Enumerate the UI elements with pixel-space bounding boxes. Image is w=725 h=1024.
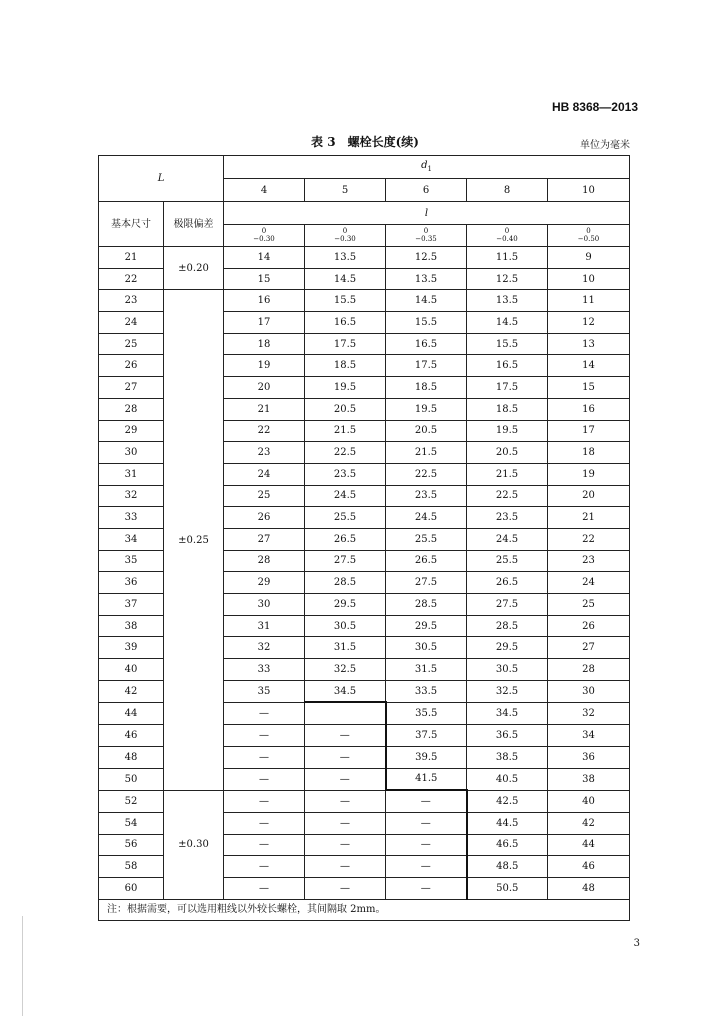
length-cell: 46 bbox=[548, 856, 630, 878]
length-cell: 25.5 bbox=[467, 550, 548, 572]
table-row bbox=[99, 247, 630, 269]
basic-size-cell: 21 bbox=[99, 247, 164, 269]
length-cell: 30.5 bbox=[467, 659, 548, 681]
length-cell: 27.5 bbox=[386, 572, 467, 594]
length-cell: — bbox=[224, 877, 305, 899]
length-cell: 27.5 bbox=[305, 550, 386, 572]
length-cell: 48 bbox=[548, 877, 630, 899]
d1-value: 6 bbox=[386, 179, 467, 202]
basic-size-cell: 52 bbox=[99, 790, 164, 812]
length-cell: 29.5 bbox=[467, 637, 548, 659]
length-cell: 40 bbox=[548, 790, 630, 812]
length-cell: 25 bbox=[548, 594, 630, 616]
tolerance-cell: ±0.30 bbox=[164, 790, 224, 899]
L-header: L bbox=[99, 156, 224, 202]
length-cell: 36 bbox=[548, 746, 630, 768]
length-cell: 48.5 bbox=[467, 856, 548, 878]
length-cell: 29.5 bbox=[305, 594, 386, 616]
length-cell: 29.5 bbox=[386, 615, 467, 637]
basic-size-header: 基本尺寸 bbox=[99, 202, 164, 247]
length-cell: 15 bbox=[548, 377, 630, 399]
length-cell: 17 bbox=[548, 420, 630, 442]
length-cell: 30.5 bbox=[305, 615, 386, 637]
d1-value: 8 bbox=[467, 179, 548, 202]
basic-size-cell: 36 bbox=[99, 572, 164, 594]
length-cell: 21 bbox=[224, 398, 305, 420]
length-cell: 16 bbox=[224, 290, 305, 312]
table-title: 表 3 螺栓长度(续) bbox=[311, 135, 419, 149]
length-cell: — bbox=[305, 834, 386, 856]
d1-header: $d_1$ bbox=[224, 156, 630, 179]
length-cell: — bbox=[224, 790, 305, 812]
length-cell: 23 bbox=[224, 442, 305, 464]
length-cell: 26.5 bbox=[467, 572, 548, 594]
basic-size-cell: 38 bbox=[99, 615, 164, 637]
length-cell: 37.5 bbox=[386, 725, 467, 747]
standard-code: HB 8368—2013 bbox=[551, 100, 638, 114]
length-cell: 40.5 bbox=[467, 768, 548, 790]
length-cell: 23.5 bbox=[305, 463, 386, 485]
length-cell: 20.5 bbox=[305, 398, 386, 420]
length-cell: 22 bbox=[224, 420, 305, 442]
length-cell: 17 bbox=[224, 312, 305, 334]
l-tolerance: 0 −0.50 bbox=[548, 225, 630, 247]
length-cell: 38.5 bbox=[467, 746, 548, 768]
length-cell: 29 bbox=[224, 572, 305, 594]
length-cell: 15.5 bbox=[305, 290, 386, 312]
basic-size-cell: 29 bbox=[99, 420, 164, 442]
basic-size-cell: 32 bbox=[99, 485, 164, 507]
length-cell: 25.5 bbox=[386, 528, 467, 550]
length-cell: 33.5 bbox=[386, 680, 467, 702]
length-cell: 20 bbox=[548, 485, 630, 507]
d1-value: 10 bbox=[548, 179, 630, 202]
length-cell: 14 bbox=[548, 355, 630, 377]
length-cell: 34.5 bbox=[305, 680, 386, 702]
length-cell: 46.5 bbox=[467, 834, 548, 856]
length-cell: 24.5 bbox=[386, 507, 467, 529]
length-cell: — bbox=[305, 790, 386, 812]
length-cell: — bbox=[305, 746, 386, 768]
length-cell: 13.5 bbox=[386, 268, 467, 290]
d1-value: 4 bbox=[224, 179, 305, 202]
basic-size-cell: 35 bbox=[99, 550, 164, 572]
length-cell: 13.5 bbox=[305, 247, 386, 269]
basic-size-cell: 23 bbox=[99, 290, 164, 312]
length-cell: 20.5 bbox=[386, 420, 467, 442]
length-cell: 19.5 bbox=[305, 377, 386, 399]
length-cell: 11.5 bbox=[467, 247, 548, 269]
length-cell: 16.5 bbox=[467, 355, 548, 377]
l-tolerance: 0 −0.30 bbox=[224, 225, 305, 247]
length-cell: — bbox=[386, 856, 467, 878]
length-cell: 23.5 bbox=[467, 507, 548, 529]
basic-size-cell: 44 bbox=[99, 702, 164, 724]
length-cell: 26 bbox=[548, 615, 630, 637]
length-cell: 26 bbox=[224, 507, 305, 529]
length-cell: 18.5 bbox=[467, 398, 548, 420]
length-cell: 25 bbox=[224, 485, 305, 507]
length-cell: 35 bbox=[224, 680, 305, 702]
length-cell: 16.5 bbox=[305, 312, 386, 334]
length-cell: 32.5 bbox=[305, 659, 386, 681]
basic-size-cell: 24 bbox=[99, 312, 164, 334]
length-cell: 9 bbox=[548, 247, 630, 269]
basic-size-cell: 33 bbox=[99, 507, 164, 529]
length-cell: 24 bbox=[548, 572, 630, 594]
length-cell: 31 bbox=[224, 615, 305, 637]
basic-size-cell: 54 bbox=[99, 812, 164, 834]
length-cell: 21.5 bbox=[386, 442, 467, 464]
basic-size-cell: 46 bbox=[99, 725, 164, 747]
length-cell: 23 bbox=[548, 550, 630, 572]
length-cell: 15.5 bbox=[467, 333, 548, 355]
page-number: 3 bbox=[633, 938, 640, 949]
length-cell: 41.5 bbox=[386, 768, 467, 790]
length-cell: — bbox=[224, 768, 305, 790]
l-tolerance: 0 −0.40 bbox=[467, 225, 548, 247]
table-note: 注：根据需要，可以选用粗线以外较长螺栓，其间隔取 2mm。 bbox=[99, 899, 630, 921]
length-cell: 32 bbox=[224, 637, 305, 659]
length-cell: — bbox=[386, 834, 467, 856]
length-cell: 34.5 bbox=[467, 702, 548, 724]
length-cell: 28.5 bbox=[305, 572, 386, 594]
length-cell: 16.5 bbox=[386, 333, 467, 355]
length-cell: 28 bbox=[548, 659, 630, 681]
length-cell: 14.5 bbox=[305, 268, 386, 290]
length-cell: — bbox=[305, 725, 386, 747]
basic-size-cell: 30 bbox=[99, 442, 164, 464]
basic-size-cell: 40 bbox=[99, 659, 164, 681]
length-cell: 38 bbox=[548, 768, 630, 790]
basic-size-cell: 58 bbox=[99, 856, 164, 878]
length-cell: 20.5 bbox=[467, 442, 548, 464]
basic-size-cell: 26 bbox=[99, 355, 164, 377]
length-cell: — bbox=[224, 812, 305, 834]
basic-size-cell: 56 bbox=[99, 834, 164, 856]
length-cell: — bbox=[224, 746, 305, 768]
table-row bbox=[99, 290, 630, 312]
length-cell: — bbox=[386, 812, 467, 834]
length-cell: — bbox=[386, 877, 467, 899]
basic-size-cell: 48 bbox=[99, 746, 164, 768]
length-cell: — bbox=[305, 877, 386, 899]
length-cell: 22 bbox=[548, 528, 630, 550]
basic-size-cell: 27 bbox=[99, 377, 164, 399]
basic-size-cell: 31 bbox=[99, 463, 164, 485]
basic-size-cell: 25 bbox=[99, 333, 164, 355]
length-cell: 15.5 bbox=[386, 312, 467, 334]
length-cell: 12 bbox=[548, 312, 630, 334]
basic-size-cell: 34 bbox=[99, 528, 164, 550]
length-cell: 24.5 bbox=[305, 485, 386, 507]
length-cell: 32.5 bbox=[467, 680, 548, 702]
length-cell: — bbox=[224, 702, 305, 724]
length-cell: — bbox=[224, 856, 305, 878]
length-cell: 32 bbox=[548, 702, 630, 724]
length-cell: 30.5 bbox=[386, 637, 467, 659]
length-cell: 34 bbox=[548, 725, 630, 747]
tolerance-header: 极限偏差 bbox=[164, 202, 224, 247]
length-cell: 10 bbox=[548, 268, 630, 290]
length-cell: 31.5 bbox=[305, 637, 386, 659]
length-cell: 18.5 bbox=[386, 377, 467, 399]
length-cell: 19.5 bbox=[386, 398, 467, 420]
length-cell: 14.5 bbox=[467, 312, 548, 334]
length-cell: 19.5 bbox=[467, 420, 548, 442]
length-cell: 24.5 bbox=[467, 528, 548, 550]
length-cell: 17.5 bbox=[467, 377, 548, 399]
length-cell: 31.5 bbox=[386, 659, 467, 681]
length-cell: 36.5 bbox=[467, 725, 548, 747]
length-cell: 27.5 bbox=[467, 594, 548, 616]
length-cell: 25.5 bbox=[305, 507, 386, 529]
length-cell: 22.5 bbox=[305, 442, 386, 464]
length-cell: 17.5 bbox=[386, 355, 467, 377]
length-cell: 19 bbox=[224, 355, 305, 377]
binding-margin-line bbox=[22, 916, 23, 1016]
tolerance-cell: ±0.20 bbox=[164, 247, 224, 290]
length-cell: 30 bbox=[548, 680, 630, 702]
tolerance-cell: ±0.25 bbox=[164, 290, 224, 790]
length-cell: 13.5 bbox=[467, 290, 548, 312]
length-cell: 26.5 bbox=[386, 550, 467, 572]
length-cell: 16 bbox=[548, 398, 630, 420]
length-cell: 22.5 bbox=[386, 463, 467, 485]
length-cell: — bbox=[305, 768, 386, 790]
table-row bbox=[99, 790, 630, 812]
length-cell: 23.5 bbox=[386, 485, 467, 507]
length-cell: 30 bbox=[224, 594, 305, 616]
length-cell bbox=[305, 702, 386, 724]
length-cell: 35.5 bbox=[386, 702, 467, 724]
length-cell: — bbox=[224, 834, 305, 856]
basic-size-cell: 22 bbox=[99, 268, 164, 290]
length-cell: 21 bbox=[548, 507, 630, 529]
length-cell: 19 bbox=[548, 463, 630, 485]
l-header: l bbox=[224, 202, 630, 225]
basic-size-cell: 39 bbox=[99, 637, 164, 659]
length-cell: 22.5 bbox=[467, 485, 548, 507]
basic-size-cell: 42 bbox=[99, 680, 164, 702]
length-cell: 12.5 bbox=[467, 268, 548, 290]
length-cell: — bbox=[305, 812, 386, 834]
length-cell: 50.5 bbox=[467, 877, 548, 899]
length-cell: 17.5 bbox=[305, 333, 386, 355]
length-cell: 14 bbox=[224, 247, 305, 269]
length-cell: 21.5 bbox=[467, 463, 548, 485]
length-cell: 42.5 bbox=[467, 790, 548, 812]
length-cell: 11 bbox=[548, 290, 630, 312]
bolt-length-table bbox=[98, 155, 630, 921]
length-cell: 13 bbox=[548, 333, 630, 355]
length-cell: 28.5 bbox=[386, 594, 467, 616]
length-cell: — bbox=[224, 725, 305, 747]
length-cell: 18 bbox=[224, 333, 305, 355]
basic-size-cell: 50 bbox=[99, 768, 164, 790]
length-cell: 27 bbox=[224, 528, 305, 550]
length-cell: 27 bbox=[548, 637, 630, 659]
length-cell: 28 bbox=[224, 550, 305, 572]
length-cell: 28.5 bbox=[467, 615, 548, 637]
length-cell: 24 bbox=[224, 463, 305, 485]
basic-size-cell: 60 bbox=[99, 877, 164, 899]
length-cell: 42 bbox=[548, 812, 630, 834]
length-cell: 18 bbox=[548, 442, 630, 464]
basic-size-cell: 37 bbox=[99, 594, 164, 616]
unit-label: 单位为毫米 bbox=[580, 140, 630, 151]
length-cell: 12.5 bbox=[386, 247, 467, 269]
length-cell: 15 bbox=[224, 268, 305, 290]
length-cell: — bbox=[305, 856, 386, 878]
length-cell: 26.5 bbox=[305, 528, 386, 550]
length-cell: 21.5 bbox=[305, 420, 386, 442]
basic-size-cell: 28 bbox=[99, 398, 164, 420]
length-cell: 44.5 bbox=[467, 812, 548, 834]
length-cell: 20 bbox=[224, 377, 305, 399]
length-cell: 33 bbox=[224, 659, 305, 681]
length-cell: 44 bbox=[548, 834, 630, 856]
l-tolerance: 0 −0.35 bbox=[386, 225, 467, 247]
d1-value: 5 bbox=[305, 179, 386, 202]
length-cell: 39.5 bbox=[386, 746, 467, 768]
length-cell: 14.5 bbox=[386, 290, 467, 312]
l-tolerance: 0 −0.30 bbox=[305, 225, 386, 247]
length-cell: 18.5 bbox=[305, 355, 386, 377]
length-cell: — bbox=[386, 790, 467, 812]
